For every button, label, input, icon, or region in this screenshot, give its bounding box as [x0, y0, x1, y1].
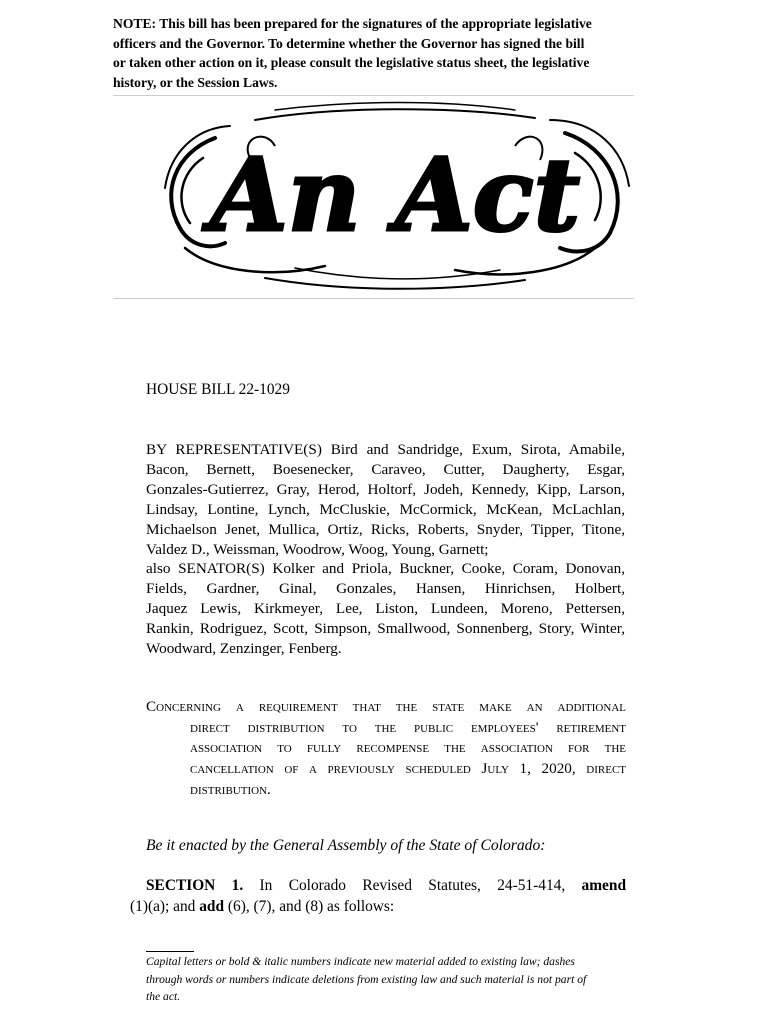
title-line: direct distribution to the public employees' retirement [190, 718, 626, 736]
section-line-2 [130, 897, 626, 918]
bill-title-concerning [146, 697, 626, 801]
note-line: NOTE: This bill has been prepared for the signatures of the appropriate legislative [113, 16, 592, 31]
title-line: Concerning a requirement that the state make an additional [146, 698, 626, 715]
an-act-seal [155, 98, 635, 294]
sponsor-line: Valdez D., Weissman, Woodrow, Woog, Young, Garnett; [146, 540, 489, 558]
sponsor-line: Woodward, Zenzinger, Fenberg. [146, 640, 342, 658]
note-line: officers and the Governor. To determine whether the Governor has signed the bill [113, 35, 585, 51]
title-line: cancellation of a previously scheduled July 1, 2020, direct [190, 760, 626, 778]
note-line: history, or the Session Laws. [113, 74, 278, 90]
note-line: or taken other action on it, please consult the legislative status sheet, the legislative [113, 55, 590, 70]
top-divider [113, 95, 634, 96]
title-line: distribution. [190, 780, 271, 798]
section-text: (1)(a); and [130, 897, 200, 915]
footnote-line: through words or numbers indicate deletions from existing law and such material is not part of [146, 972, 587, 986]
section-1 [130, 876, 626, 917]
sponsor-line: Gonzales-Gutierrez, Gray, Herod, Holtorf, Jodeh, Kennedy, Kipp, Larson, [146, 480, 625, 498]
section-text: In Colorado Revised Statutes, 24-51-414, [243, 877, 582, 894]
legislative-status-note [113, 14, 653, 92]
footnote-line: the act. [146, 990, 181, 1003]
sponsor-line: BY REPRESENTATIVE(S) Bird and Sandridge, Exum, Sirota, Amabile, [146, 441, 625, 458]
sponsor-line: Lindsay, Lontine, Lynch, McCluskie, McCormick, McKean, McLachlan, [146, 500, 625, 518]
an-act-blackletter-seal-icon [155, 98, 635, 294]
sponsor-line: Michaelson Jenet, Mullica, Ortiz, Ricks, Roberts, Snyder, Tipper, Titone, [146, 520, 625, 538]
sponsor-line: Jaquez Lewis, Kirkmeyer, Lee, Liston, Lundeen, Moreno, Pettersen, [146, 600, 625, 618]
enacting-clause: Be it enacted by the General Assembly of the State of Colorado: [146, 837, 546, 854]
sponsor-line: also SENATOR(S) Kolker and Priola, Buckner, Cooke, Coram, Donovan, [146, 560, 625, 578]
sponsors-list [146, 440, 625, 659]
footnote-line: Capital letters or bold & italic numbers indicate new material added to existing law; dashes [146, 955, 575, 968]
footnote [146, 953, 628, 1006]
add-keyword: add [199, 897, 225, 915]
sponsor-line: Fields, Gardner, Ginal, Gonzales, Hansen, Hinrichsen, Holbert, [146, 580, 625, 598]
bottom-divider [113, 298, 634, 299]
section-label: SECTION 1. [146, 877, 244, 894]
seal-text: An Act [210, 136, 580, 254]
amend-keyword: amend [581, 877, 626, 894]
section-line-1 [146, 876, 626, 897]
bill-number: HOUSE BILL 22-1029 [146, 381, 290, 398]
section-text: (6), (7), and (8) as follows: [224, 897, 395, 915]
sponsor-line: Rankin, Rodriguez, Scott, Simpson, Smallwood, Sonnenberg, Story, Winter, [146, 620, 625, 638]
title-line: association to fully recompense the association for the [190, 739, 626, 757]
sponsor-line: Bacon, Bernett, Boesenecker, Caraveo, Cutter, Daugherty, Esgar, [146, 460, 625, 478]
footnote-divider [146, 951, 194, 952]
